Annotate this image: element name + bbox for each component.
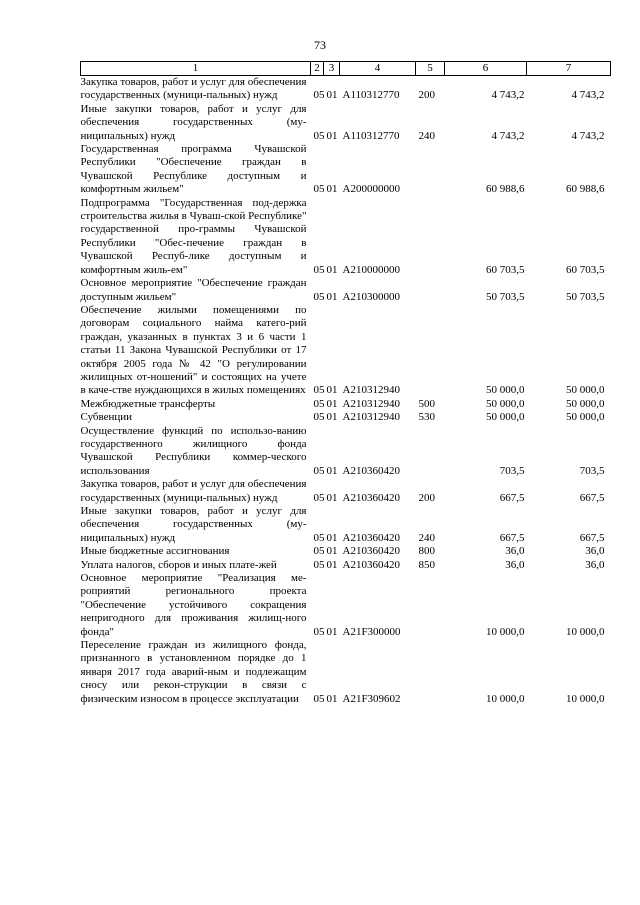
row-section: 05 bbox=[313, 558, 325, 571]
row-amount-2: 10 000,0 bbox=[566, 692, 605, 705]
row-expense-type: 850 bbox=[418, 558, 435, 571]
table-body bbox=[81, 76, 611, 707]
row-amount-2: 50 000,0 bbox=[566, 397, 605, 410]
row-amount-1: 10 000,0 bbox=[486, 625, 525, 638]
row-target-code: A210360420 bbox=[342, 491, 400, 504]
row-section: 05 bbox=[313, 129, 325, 142]
row-target-code: A210000000 bbox=[342, 263, 400, 276]
table-row bbox=[81, 304, 611, 398]
row-amount-2: 4 743,2 bbox=[571, 129, 605, 142]
row-section: 05 bbox=[313, 625, 325, 638]
row-amount-1: 667,5 bbox=[499, 531, 525, 544]
table-row bbox=[81, 197, 611, 277]
row-subsection: 01 bbox=[326, 491, 338, 504]
row-subsection: 01 bbox=[326, 129, 338, 142]
row-amount-2: 60 988,6 bbox=[566, 183, 605, 196]
row-amount-2: 667,5 bbox=[579, 491, 605, 504]
row-name: Подпрограмма "Государственная под-держка строительства жилья в Чуваш-ской Республике" государственной про-граммы Чувашской Республики "Обес-печение граждан в Чувашской Респуб-лике доступным и комфортным жиль-ем" bbox=[80, 196, 307, 276]
row-name: Государственная программа Чувашской Республики "Обеспечение граждан в Чувашской Республике доступным и комфортным жильем" bbox=[80, 143, 307, 196]
table-row bbox=[81, 639, 611, 706]
row-name: Закупка товаров, работ и услуг для обеспечения государственных (муници-пальных) нужд bbox=[80, 478, 307, 504]
row-target-code: A210312940 bbox=[342, 397, 400, 410]
row-section: 05 bbox=[313, 183, 325, 196]
row-amount-1: 60 988,6 bbox=[486, 183, 525, 196]
row-expense-type bbox=[416, 277, 445, 304]
row-subsection: 01 bbox=[326, 692, 338, 705]
row-expense-type: 530 bbox=[418, 411, 435, 424]
row-amount-1: 36,0 bbox=[505, 558, 525, 571]
row-expense-type bbox=[416, 143, 445, 197]
table-row bbox=[81, 76, 611, 103]
column-header-amount-2: 7 bbox=[527, 62, 611, 76]
row-expense-type bbox=[416, 425, 445, 479]
table-header bbox=[81, 62, 611, 76]
table-row bbox=[81, 143, 611, 197]
row-target-code: A110312770 bbox=[342, 129, 400, 142]
row-name: Осуществление функций по использо-ванию государственного жилищного фонда Чувашской Республики коммер-ческого использования bbox=[80, 424, 307, 477]
row-amount-1: 50 000,0 bbox=[486, 397, 525, 410]
budget-table bbox=[80, 61, 611, 706]
row-amount-2: 50 000,0 bbox=[566, 411, 605, 424]
row-amount-2: 36,0 bbox=[585, 558, 605, 571]
row-subsection: 01 bbox=[326, 558, 338, 571]
row-name: Основное мероприятие "Реализация ме-роприятий регионального проекта "Обеспечение устойчивого сокращения непригодного для проживания жилищ-ного фонда" bbox=[80, 572, 307, 638]
row-name: Переселение граждан из жилищного фонда, признанного в установленном порядке до 1 января 2017 года аварий-ным и подлежащим сносу или рекон-струкции в связи с физическим износом в процессе эксплуатации bbox=[80, 639, 307, 705]
row-name: Иные закупки товаров, работ и услуг для обеспечения государственных (му-ниципальных) нужд bbox=[80, 505, 307, 544]
row-amount-1: 36,0 bbox=[505, 545, 525, 558]
row-amount-2: 50 000,0 bbox=[566, 384, 605, 397]
table-row bbox=[81, 559, 611, 572]
row-subsection: 01 bbox=[326, 411, 338, 424]
row-section: 05 bbox=[313, 89, 325, 102]
row-subsection: 01 bbox=[326, 464, 338, 477]
column-header-subsection: 3 bbox=[324, 62, 340, 76]
row-section: 05 bbox=[313, 692, 325, 705]
row-expense-type: 200 bbox=[418, 491, 435, 504]
table-row bbox=[81, 572, 611, 639]
row-subsection: 01 bbox=[326, 263, 338, 276]
row-expense-type: 500 bbox=[418, 397, 435, 410]
row-name: Закупка товаров, работ и услуг для обеспечения государственных (муници-пальных) нужд bbox=[80, 76, 307, 102]
row-amount-2: 10 000,0 bbox=[566, 625, 605, 638]
row-amount-1: 667,5 bbox=[499, 491, 525, 504]
row-expense-type: 240 bbox=[418, 129, 435, 142]
row-target-code: A210360420 bbox=[342, 545, 400, 558]
column-header-expense-type: 5 bbox=[416, 62, 445, 76]
row-section: 05 bbox=[313, 290, 325, 303]
row-amount-1: 60 703,5 bbox=[486, 263, 525, 276]
row-section: 05 bbox=[313, 464, 325, 477]
row-target-code: A21F300000 bbox=[342, 625, 401, 638]
row-target-code: A210300000 bbox=[342, 290, 400, 303]
row-subsection: 01 bbox=[326, 183, 338, 196]
row-name: Иные закупки товаров, работ и услуг для обеспечения государственных (му-ниципальных) нужд bbox=[80, 102, 307, 142]
row-target-code: A210360420 bbox=[342, 464, 400, 477]
row-expense-type bbox=[416, 572, 445, 639]
row-name: Основное мероприятие "Обеспечение граждан доступным жильем" bbox=[80, 277, 307, 303]
row-amount-1: 4 743,2 bbox=[491, 89, 525, 102]
row-amount-2: 4 743,2 bbox=[571, 89, 605, 102]
row-section: 05 bbox=[313, 397, 325, 410]
row-expense-type: 800 bbox=[418, 545, 435, 558]
row-subsection: 01 bbox=[326, 531, 338, 544]
table-row bbox=[81, 478, 611, 505]
row-subsection: 01 bbox=[326, 89, 338, 102]
row-amount-2: 50 703,5 bbox=[566, 290, 605, 303]
row-name: Обеспечение жилыми помещениями по договорам социального найма катего-рий граждан, указанных в пунктах 3 и 6 части 1 статьи 11 Закона Чувашской Республики от 17 октября 2005 года № 42 "О регулировании жилищных от-ношений" и состоящих на учете в каче-стве нуждающихся в жилых помещениях bbox=[80, 303, 307, 397]
row-expense-type bbox=[416, 304, 445, 398]
row-section: 05 bbox=[313, 545, 325, 558]
row-name: Субвенции bbox=[80, 411, 133, 424]
row-subsection: 01 bbox=[326, 397, 338, 410]
row-amount-2: 667,5 bbox=[579, 531, 605, 544]
row-amount-1: 4 743,2 bbox=[491, 129, 525, 142]
row-target-code: A210360420 bbox=[342, 531, 400, 544]
table-row bbox=[81, 277, 611, 304]
column-header-section: 2 bbox=[311, 62, 324, 76]
row-section: 05 bbox=[313, 411, 325, 424]
row-amount-2: 60 703,5 bbox=[566, 263, 605, 276]
row-amount-1: 50 000,0 bbox=[486, 384, 525, 397]
row-target-code: A200000000 bbox=[342, 183, 400, 196]
column-header-target-code: 4 bbox=[340, 62, 416, 76]
column-header-amount-1: 6 bbox=[445, 62, 527, 76]
row-subsection: 01 bbox=[326, 545, 338, 558]
row-name: Межбюджетные трансферты bbox=[80, 397, 216, 410]
row-name: Уплата налогов, сборов и иных плате-жей bbox=[80, 558, 277, 571]
row-amount-1: 703,5 bbox=[499, 464, 525, 477]
row-section: 05 bbox=[313, 384, 325, 397]
table-row bbox=[81, 411, 611, 424]
row-expense-type: 200 bbox=[418, 89, 435, 102]
row-target-code: A210312940 bbox=[342, 411, 400, 424]
table-row bbox=[81, 425, 611, 479]
row-subsection: 01 bbox=[326, 384, 338, 397]
row-section: 05 bbox=[313, 491, 325, 504]
row-target-code: A21F309602 bbox=[342, 692, 401, 705]
row-expense-type bbox=[416, 197, 445, 277]
row-subsection: 01 bbox=[326, 290, 338, 303]
row-amount-1: 50 703,5 bbox=[486, 290, 525, 303]
row-name: Иные бюджетные ассигнования bbox=[80, 545, 230, 558]
row-section: 05 bbox=[313, 263, 325, 276]
row-target-code: A210312940 bbox=[342, 384, 400, 397]
row-target-code: A110312770 bbox=[342, 89, 400, 102]
row-section: 05 bbox=[313, 531, 325, 544]
row-amount-2: 36,0 bbox=[585, 545, 605, 558]
page-number: 73 bbox=[314, 38, 326, 52]
row-expense-type: 240 bbox=[418, 531, 435, 544]
column-header-name: 1 bbox=[81, 62, 311, 76]
table-row bbox=[81, 545, 611, 558]
table-row bbox=[81, 505, 611, 545]
table-row bbox=[81, 103, 611, 143]
row-amount-1: 10 000,0 bbox=[486, 692, 525, 705]
row-target-code: A210360420 bbox=[342, 558, 400, 571]
row-expense-type bbox=[416, 639, 445, 706]
row-amount-1: 50 000,0 bbox=[486, 411, 525, 424]
table-row bbox=[81, 398, 611, 411]
row-amount-2: 703,5 bbox=[579, 464, 605, 477]
row-subsection: 01 bbox=[326, 625, 338, 638]
